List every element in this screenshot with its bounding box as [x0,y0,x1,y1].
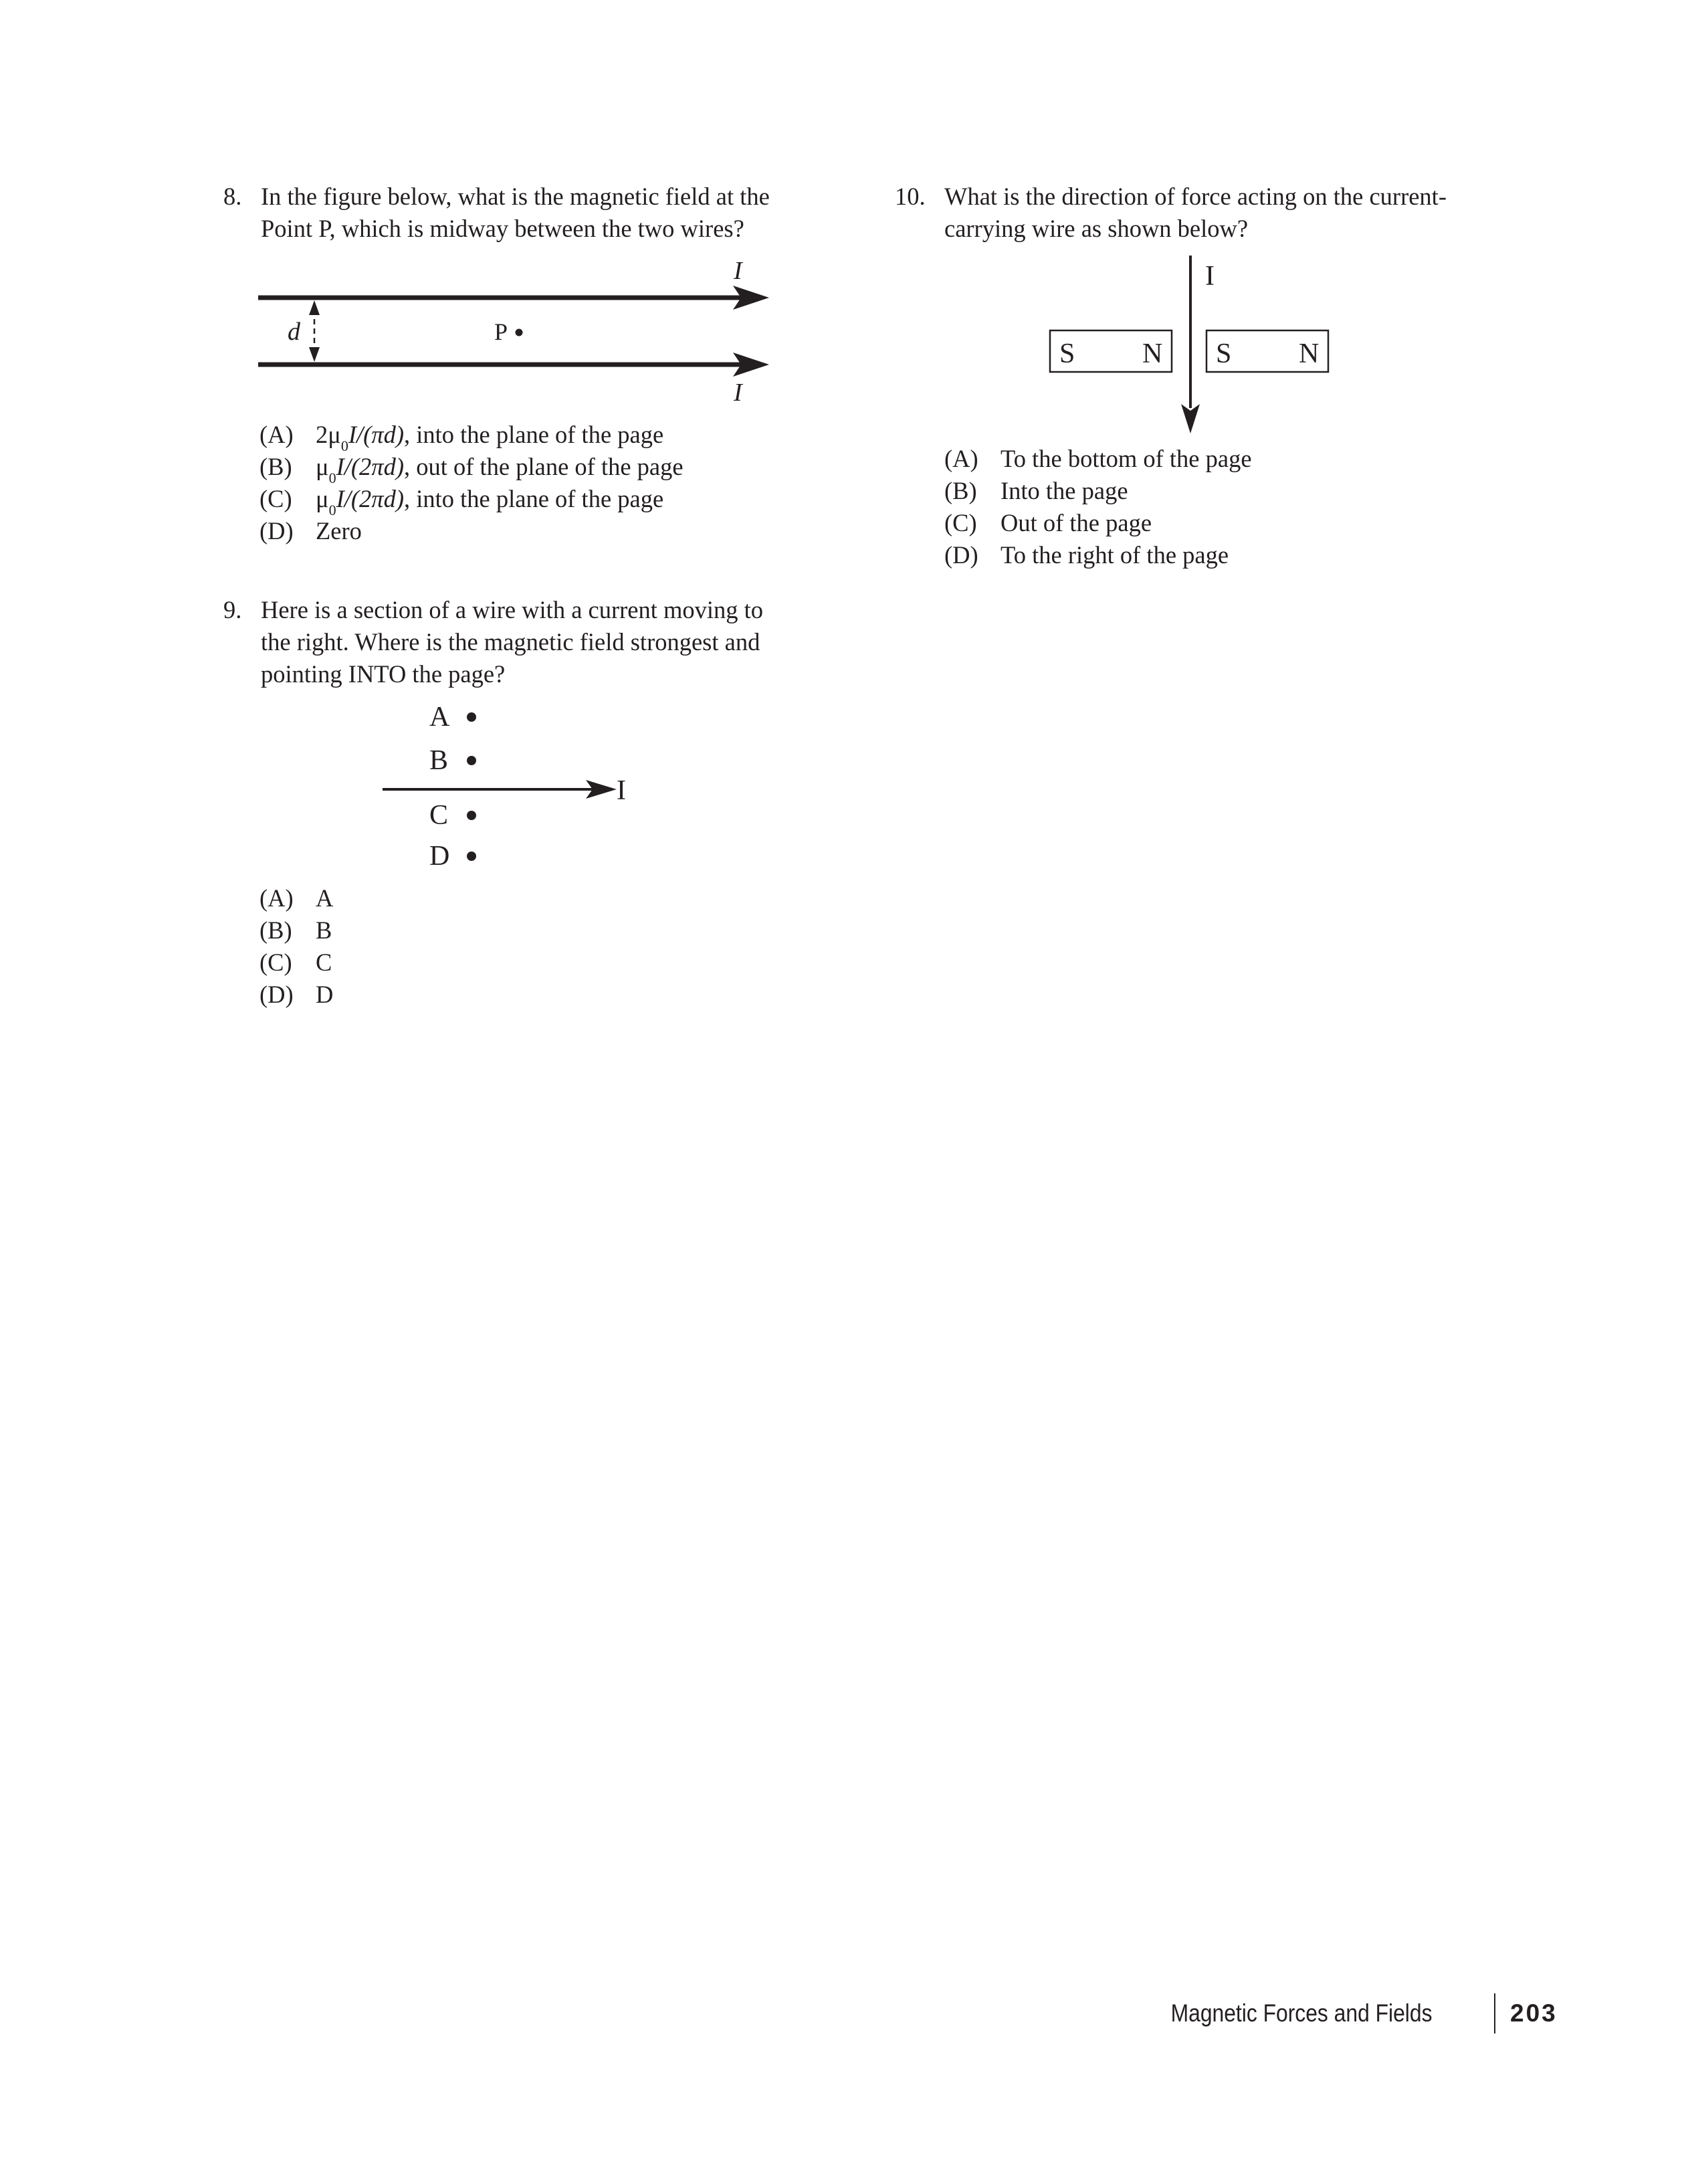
right-magnet-north-label: N [1299,338,1320,369]
choice-text: To the bottom of the page [1001,445,1252,472]
answer-choice[interactable] [944,539,1479,571]
answer-choice[interactable] [259,979,661,1011]
answer-choice[interactable] [259,419,861,454]
question-9 [223,594,825,694]
answer-choices [259,419,861,547]
answer-choice[interactable] [944,507,1479,539]
choice-text: C [316,949,332,976]
answer-choice[interactable] [259,515,861,547]
choice-text: $\mu_0I/(2\pi d)$, into the plane of the page [316,485,664,518]
choice-text: Into the page [1001,477,1128,504]
separation-arrow-up [309,300,320,315]
point-a-label: A [429,702,450,732]
point-b-dot [467,756,476,765]
choice-text: D [316,981,334,1008]
question-stem-line: the right. Where is the magnetic field strongest and [261,628,760,656]
current-label: I [1205,261,1215,292]
answer-choice[interactable] [259,451,861,486]
choice-label: (C) [259,485,292,512]
answer-choice[interactable] [259,882,661,914]
separation-label: d [288,318,300,346]
choice-text: $\mu_0I/(2\pi d)$, out of the plane of the page [316,453,684,486]
question-stem-line: Here is a section of a wire with a current moving to [261,596,764,623]
question-stem [261,594,763,690]
question-stem-line: What is the direction of force acting on the current- [944,183,1447,210]
bottom-current-label: I [734,379,742,407]
choice-text: $2\mu_0I/(\pi d)$, into the plane of the page [316,421,664,454]
answer-choice[interactable] [944,475,1479,507]
choice-label: (C) [944,509,977,536]
separation-arrow-down [309,347,320,362]
choice-label: (D) [259,981,294,1008]
choice-text: To the right of the page [1001,541,1229,569]
chapter-title: Magnetic Forces and Fields [1170,1999,1432,2027]
question-number: 8. [223,183,242,210]
point-d-dot [467,852,476,861]
point-a-dot [467,712,476,722]
point-label: P [494,318,508,345]
question-10 [895,181,1497,247]
page-number: 203 [1510,1999,1558,2027]
question-stem [944,181,1447,245]
current-arrowhead [1181,404,1200,433]
question-stem-line: pointing INTO the page? [261,660,506,688]
point-b-label: B [429,745,449,776]
answer-choice[interactable] [259,483,861,518]
current-label: I [617,775,626,806]
choice-label: (A) [944,445,978,472]
choice-label: (D) [944,541,978,569]
question-stem-line: carrying wire as shown below? [944,215,1249,242]
point-c-label: C [429,800,449,831]
choice-text: Out of the page [1001,509,1152,536]
right-magnet-south-label: S [1216,338,1232,369]
choice-label: (B) [944,477,977,504]
choice-label: (C) [259,949,292,976]
magnet-wire-figure [1043,254,1351,441]
answer-choice[interactable] [259,914,661,947]
choice-label: (A) [259,421,294,448]
choice-label: (D) [259,517,294,544]
parallel-wires-figure [254,251,789,411]
point-c-dot [467,811,476,820]
answer-choices [259,882,661,1011]
choice-label: (B) [259,453,292,480]
choice-label: (A) [259,884,294,912]
left-magnet-south-label: S [1059,338,1075,369]
question-number: 10. [895,183,926,210]
page-footer [0,1996,1682,2031]
point-d-label: D [429,841,450,872]
question-stem-line: Point P, which is midway between the two wires? [261,215,744,242]
footer-divider [1494,1993,1495,2033]
wire-field-points-figure [375,696,655,883]
choice-text: B [316,916,332,944]
question-stem [261,181,770,245]
answer-choice[interactable] [259,947,661,979]
question-number: 9. [223,596,242,623]
question-8 [223,181,825,247]
question-stem-line: In the figure below, what is the magnetic field at the [261,183,770,210]
left-magnet-north-label: N [1142,338,1163,369]
choice-label: (B) [259,916,292,944]
answer-choices [944,443,1479,571]
choice-text: Zero [316,517,362,544]
point-p-dot [516,329,523,336]
choice-text: A [316,884,334,912]
answer-choice[interactable] [944,443,1479,475]
top-current-label: I [734,257,742,285]
